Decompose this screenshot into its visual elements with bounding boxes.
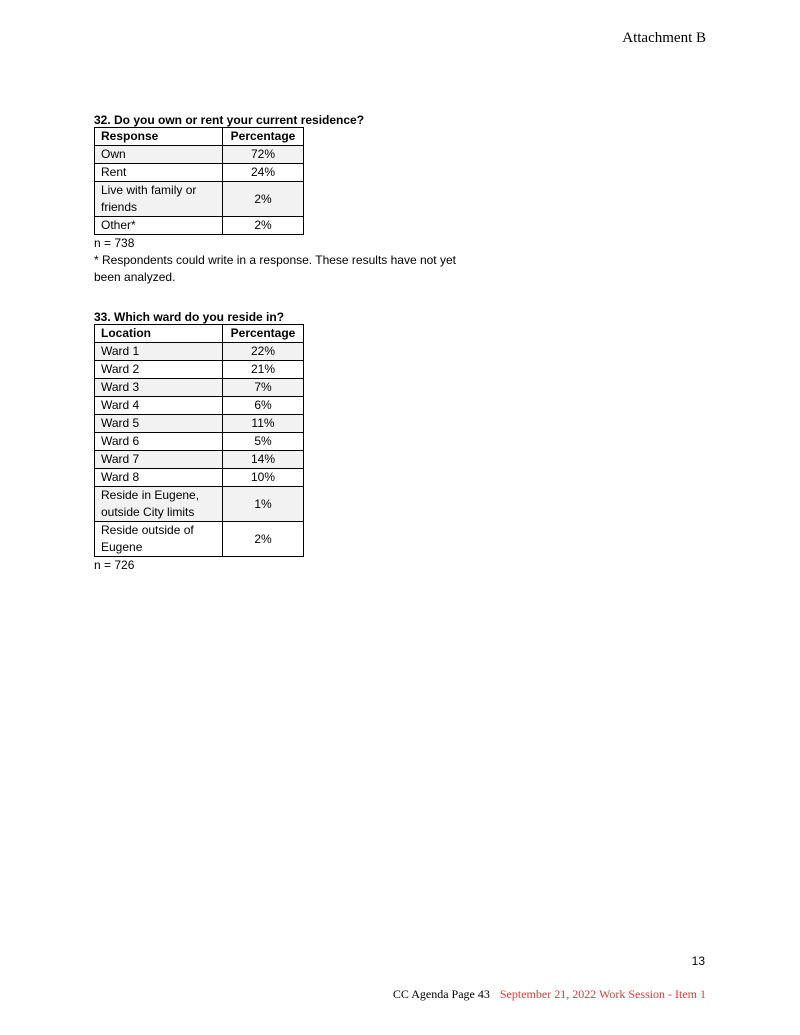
- table-row: [95, 433, 304, 451]
- question-32-table: [94, 127, 304, 235]
- row-label: Ward 1: [95, 343, 223, 361]
- row-value: 5%: [223, 433, 304, 451]
- row-label: Ward 7: [95, 451, 223, 469]
- row-label: Reside in Eugene, outside City limits: [95, 487, 223, 522]
- row-label: Reside outside of Eugene: [95, 522, 223, 557]
- row-value: 11%: [223, 415, 304, 433]
- row-value: 24%: [223, 164, 304, 182]
- table-row: [95, 397, 304, 415]
- question-32-title: 32. Do you own or rent your current residence?: [94, 113, 365, 127]
- row-value: 2%: [223, 522, 304, 557]
- column-header-response: Response: [95, 128, 223, 146]
- row-value: 22%: [223, 343, 304, 361]
- question-33-title: 33. Which ward do you reside in?: [94, 310, 285, 324]
- table-row: [95, 182, 304, 217]
- row-label: Ward 3: [95, 379, 223, 397]
- row-value: 2%: [223, 182, 304, 217]
- column-header-percentage: Percentage: [223, 128, 304, 146]
- row-label: Rent: [95, 164, 223, 182]
- row-label: Live with family or friends: [95, 182, 223, 217]
- table-row: [95, 451, 304, 469]
- work-session-label: September 21, 2022 Work Session - Item 1: [499, 987, 706, 1001]
- table-row: [95, 415, 304, 433]
- row-value: 6%: [223, 397, 304, 415]
- row-value: 2%: [223, 217, 304, 235]
- table-row: [95, 146, 304, 164]
- row-value: 10%: [223, 469, 304, 487]
- question-32-sample-size: n = 738: [94, 236, 135, 250]
- table-row: [95, 164, 304, 182]
- question-33-sample-size: n = 726: [94, 558, 135, 572]
- row-value: 21%: [223, 361, 304, 379]
- question-32-footnote: * Respondents could write in a response. These results have not yet been analyzed.: [94, 253, 456, 284]
- row-label: Own: [95, 146, 223, 164]
- attachment-label: Attachment B: [622, 30, 706, 46]
- table-header-row: [95, 128, 304, 146]
- row-value: 7%: [223, 379, 304, 397]
- question-33-section: [94, 310, 304, 574]
- table-header-row: [95, 325, 304, 343]
- table-row: [95, 487, 304, 522]
- row-label: Ward 8: [95, 469, 223, 487]
- agenda-page-label: CC Agenda Page 43: [392, 987, 490, 1001]
- page-footer: [393, 987, 706, 1002]
- row-value: 1%: [223, 487, 304, 522]
- row-label: Other*: [95, 217, 223, 235]
- table-row: [95, 469, 304, 487]
- question-33-table: [94, 324, 304, 557]
- row-label: Ward 6: [95, 433, 223, 451]
- table-row: [95, 522, 304, 557]
- table-row: [95, 379, 304, 397]
- column-header-location: Location: [95, 325, 223, 343]
- row-label: Ward 5: [95, 415, 223, 433]
- row-value: 14%: [223, 451, 304, 469]
- question-32-section: [94, 113, 484, 286]
- row-label: Ward 2: [95, 361, 223, 379]
- column-header-percentage: Percentage: [223, 325, 304, 343]
- table-row: [95, 343, 304, 361]
- row-label: Ward 4: [95, 397, 223, 415]
- row-value: 72%: [223, 146, 304, 164]
- page-number: 13: [691, 954, 705, 968]
- table-row: [95, 361, 304, 379]
- table-row: [95, 217, 304, 235]
